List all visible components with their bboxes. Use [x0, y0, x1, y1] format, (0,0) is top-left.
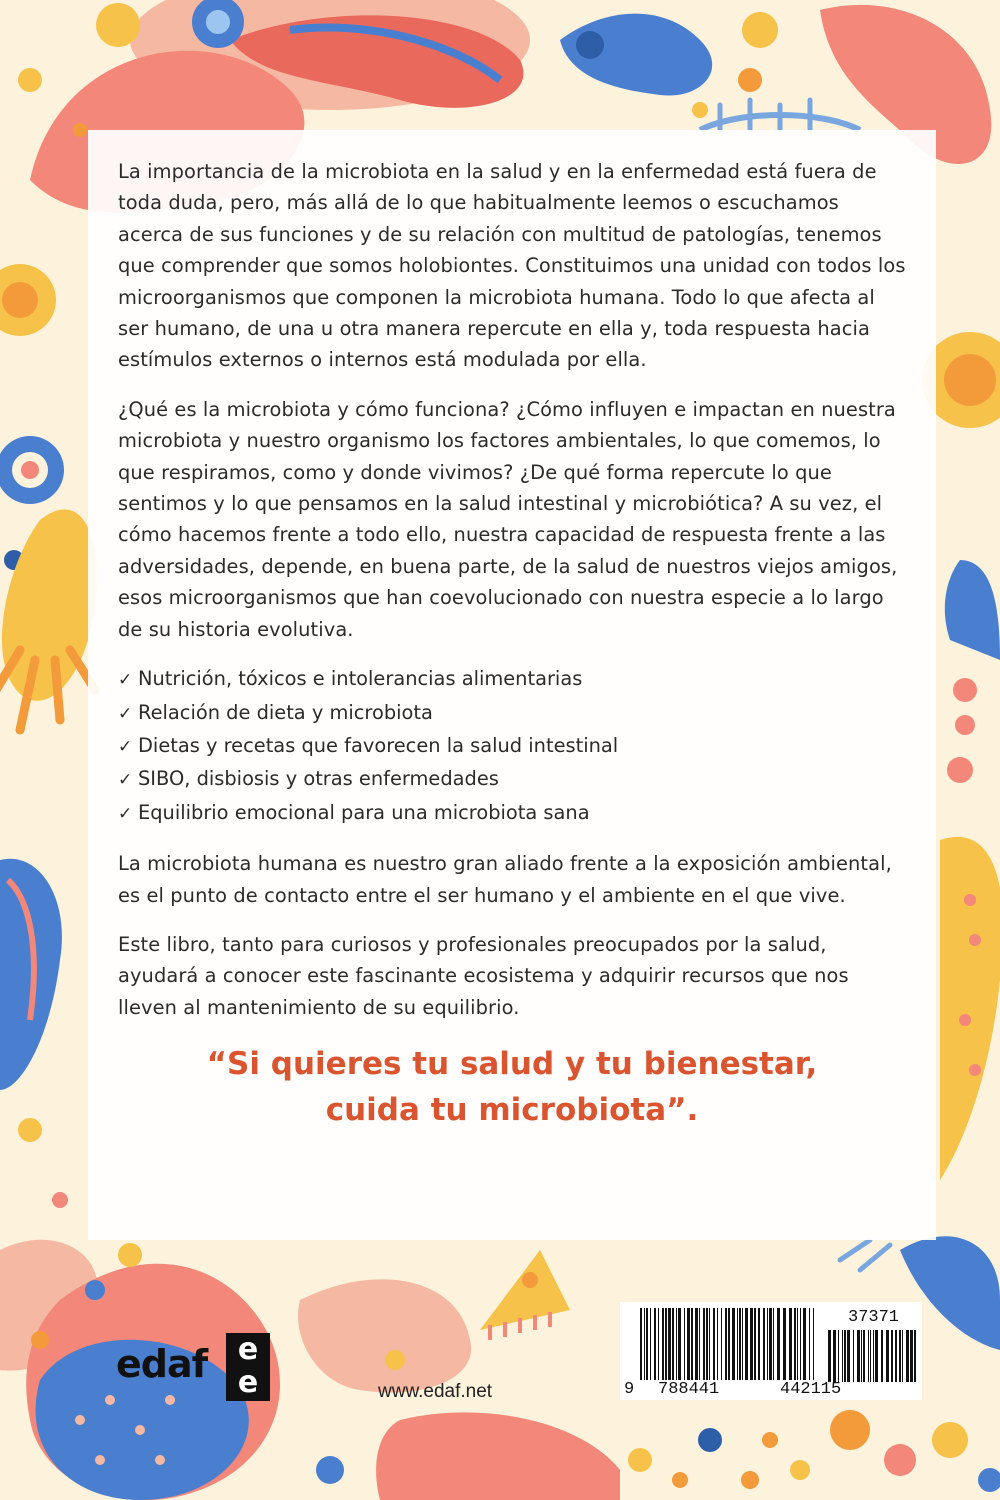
intro-paragraph: La importancia de la microbiota en la salud y en la enfermedad está fuera de toda duda, pero, más allá de lo que habitualmente leemos o escuchamos acerca de sus funciones y de su relación con multitud de patologías, tenemos que comprender que somos holobiontes. Constituimos una unidad con todos los microorganismos que componen la microbiota humana. Todo lo que afecta al ser humano, de una u otra manera repercute en ella y, toda respuesta hacia estímulos externos o internos está modulada por ella.: [118, 160, 906, 372]
list-item: ✓ Equilibrio emocional para una microbiota sana: [118, 797, 906, 830]
book-purpose-paragraph: Este libro, tanto para curiosos y profesionales preocupados por la salud, ayudará a conocer este fascinante ecosistema y adquirir recursos que nos lleven al mantenimiento de su equilibrio.: [118, 932, 849, 1019]
highlight-quote: [118, 1041, 906, 1133]
barcode-addon-number: 37371: [848, 1308, 900, 1327]
list-item: ✓ Nutrición, tóxicos e intolerancias alimentarias: [118, 663, 906, 696]
isbn-barcode: [620, 1302, 922, 1400]
quote-line: cuida tu microbiota”.: [325, 1092, 699, 1129]
publisher-website: www.edaf.net: [378, 1381, 493, 1402]
quote-line: “Si quieres tu salud y tu bienestar,: [206, 1046, 818, 1083]
microbiota-ally-paragraph: La microbiota humana es nuestro gran aliado frente a la exposición ambiental, es el punto de contacto entre el ser humano y el ambiente en el que vive.: [118, 852, 892, 907]
publisher-logo-text: edaf: [116, 1342, 208, 1386]
list-item: ✓ Dietas y recetas que favorecen la salud intestinal: [118, 730, 906, 763]
checkmark-icon: ✓: [118, 670, 133, 691]
checkmark-icon: ✓: [118, 736, 133, 757]
back-cover-text-panel: [88, 130, 936, 1240]
list-item: ✓ SIBO, disbiosis y otras enfermedades: [118, 763, 906, 796]
topics-checklist: [118, 663, 906, 830]
checkmark-icon: ✓: [118, 703, 133, 724]
checkmark-icon: ✓: [118, 770, 133, 791]
barcode-right-group: 442115: [780, 1380, 842, 1399]
checkmark-icon: ✓: [118, 803, 133, 824]
barcode-left-group: 788441: [658, 1380, 720, 1399]
questions-paragraph: ¿Qué es la microbiota y cómo funciona? ¿Cómo influyen e impactan en nuestra microbiota y nuestro organismo los factores ambientales, lo que comemos, lo que respiramos, como y donde vivimos? ¿De qué forma repercute lo que sentimos y lo que pensamos en la salud intestinal y microbiótica? A su vez, el cómo hacemos frente a todo ello, nuestra capacidad de respuesta frente a las adversidades, depende, en buena parte, de la salud de nuestros viejos amigos, esos microorganismos que han coevolucionado con nuestra especie a lo largo de su historia evolutiva.: [118, 397, 898, 641]
publisher-logo-mark: e e: [226, 1333, 270, 1401]
list-item: ✓ Relación de dieta y microbiota: [118, 697, 906, 730]
barcode-first-digit: 9: [624, 1380, 635, 1399]
